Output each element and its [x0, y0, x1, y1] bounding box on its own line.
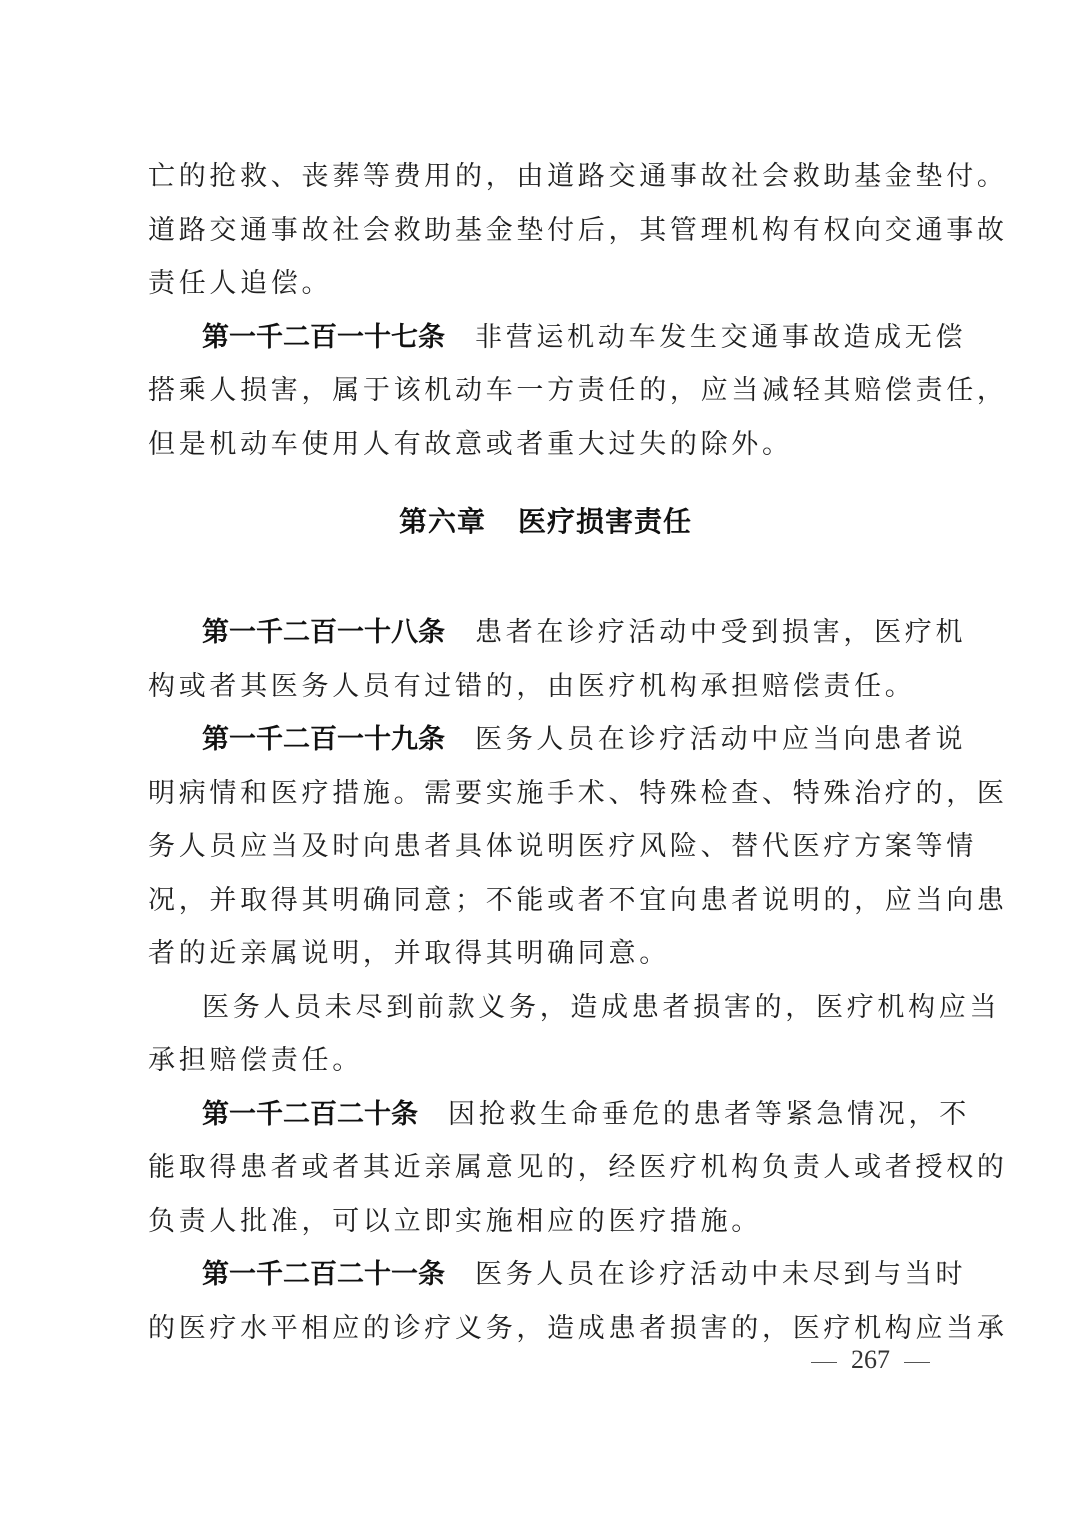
text-line: 负责人批准，可以立即实施相应的医疗措施。	[148, 1205, 762, 1237]
text-line: 能取得患者或者其近亲属意见的，经医疗机构负责人或者授权的	[148, 1152, 1008, 1183]
text-line: 者的近亲属说明，并取得其明确同意。	[148, 938, 670, 969]
article-text: 医务人员在诊疗活动中应当向患者说	[475, 724, 967, 755]
text-line: 的医疗水平相应的诊疗义务，造成患者损害的，医疗机构应当承	[148, 1312, 1008, 1344]
article-heading: 第一千二百一十八条	[202, 617, 445, 648]
text-line: 构或者其医务人员有过错的，由医疗机构承担赔偿责任。	[148, 670, 916, 702]
page-footer	[797, 1345, 944, 1375]
chapter-heading	[148, 471, 943, 606]
article-text: 患者在诊疗活动中受到损害，医疗机	[475, 617, 967, 648]
text-line: 亡的抢救、丧葬等费用的，由道路交通事故社会救助基金垫付。	[148, 161, 1008, 192]
text-line: 承担赔偿责任。	[148, 1045, 363, 1076]
text-line: 医务人员未尽到前款义务，造成患者损害的，医疗机构应当	[202, 991, 1001, 1023]
article-text: 医务人员在诊疗活动中未尽到与当时	[475, 1259, 967, 1290]
text-line: 况，并取得其明确同意；不能或者不宜向患者说明的，应当向患	[148, 884, 1008, 916]
text-line: 但是机动车使用人有故意或者重大过失的除外。	[148, 428, 793, 460]
article-heading: 第一千二百一十七条	[202, 321, 445, 353]
article-text: 因抢救生命垂危的患者等紧急情况，不	[448, 1098, 970, 1130]
article-text: 非营运机动车发生交通事故造成无偿	[475, 321, 967, 353]
chapter-title: 医疗损害责任	[518, 505, 693, 538]
article-1221	[148, 1248, 967, 1302]
article-1218	[148, 606, 967, 660]
dash-right	[904, 1362, 930, 1363]
article-1219	[148, 713, 967, 767]
chapter-number: 第六章	[398, 505, 486, 538]
dash-left	[811, 1362, 837, 1363]
text-line: 明病情和医疗措施。需要实施手术、特殊检查、特殊治疗的，医	[148, 777, 1008, 809]
article-1220	[148, 1088, 970, 1142]
article-1217	[148, 311, 967, 365]
article-heading: 第一千二百一十九条	[202, 724, 445, 755]
text-line: 搭乘人损害，属于该机动车一方责任的，应当减轻其赔偿责任，	[148, 375, 1008, 406]
document-body	[148, 150, 1008, 1355]
text-line: 责任人追偿。	[148, 268, 333, 299]
article-heading: 第一千二百二十一条	[202, 1259, 445, 1290]
text-line: 道路交通事故社会救助基金垫付后，其管理机构有权向交通事故	[148, 214, 1008, 246]
text-line: 务人员应当及时向患者具体说明医疗风险、替代医疗方案等情	[148, 831, 977, 862]
page-number: 267	[851, 1345, 890, 1374]
article-heading: 第一千二百二十条	[202, 1098, 418, 1130]
